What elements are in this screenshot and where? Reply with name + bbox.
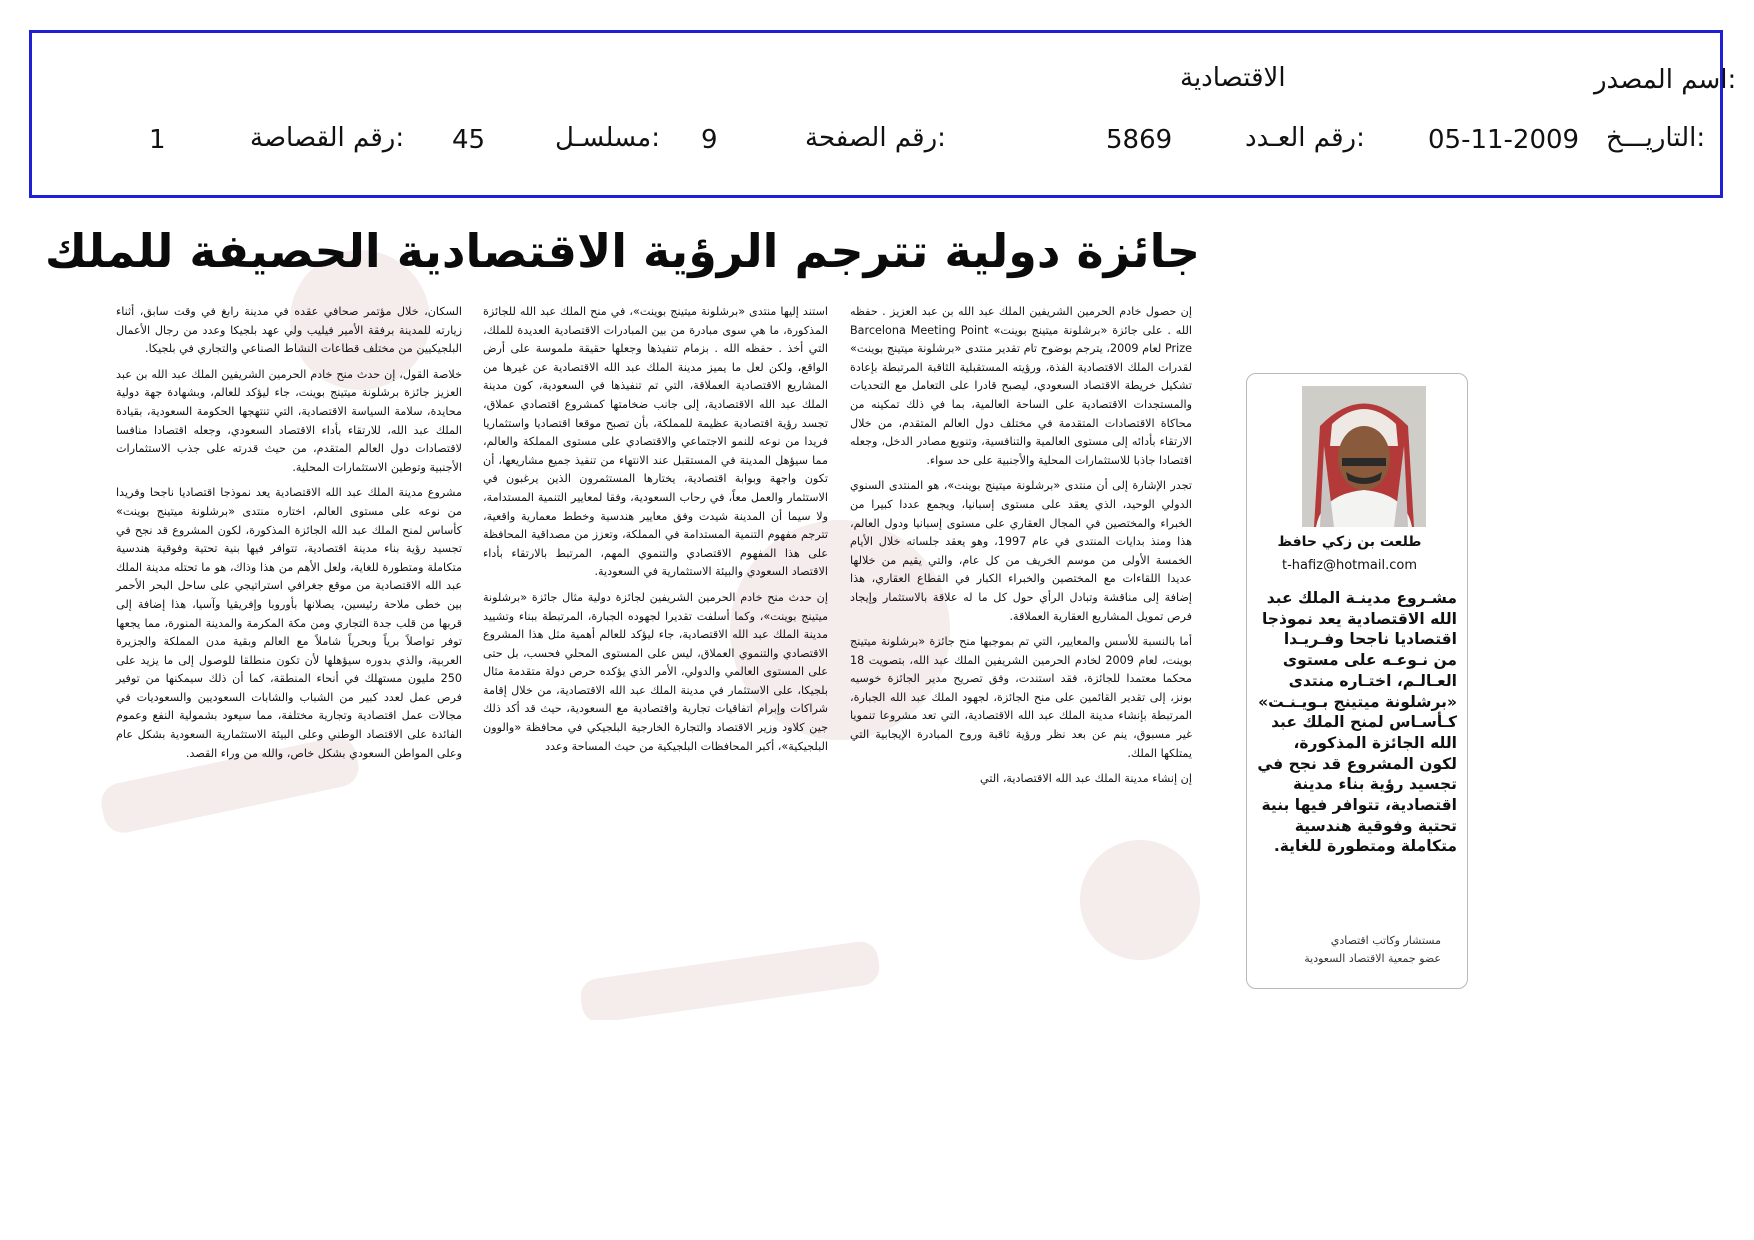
- pull-quote: مشـروع مدينـة الملك عبد الله الاقتصادية يعد نموذجا اقتصاديا ناجحا وفـريـدا من نـوعـه على مستوى العـالـم، اختـاره منتدى «برشلونة ميتينج بـويـنـت» كـأسـاس لمنح الملك عبد الله الجائزة المذكورة، لكون المشروع قد نجح في تجسيد رؤية بناء مدينة اقتصادية، تتوافر فيها بنية تحتية وفوقية هندسية متكاملة ومتطورة للغاية.: [1257, 589, 1457, 856]
- article-column-1: [850, 303, 1192, 796]
- source-label: اسم المصدر:: [1594, 65, 1737, 95]
- page-label: رقم الصفحة:: [805, 123, 946, 153]
- paragraph: خلاصة القول، إن حدث منح خادم الحرمين الشريفين الملك عبد الله بن عبد العزيز جائزة برشلونة ميتينج بوينت، جاء ليؤكد للعالم، وبشهادة جهة دولية محايدة، سلامة السياسة الاقتصادية، التي تنتهجها الحكومة السعودية، بقيادة الملك عبد الله، للارتقاء بأداء الاقتصاد السعودي، وجعله اقتصادا منافسا لاقتصادات دول العالم المتقدم، من حيث قدرته على جذب الاستثمارات الأجنبية وتوطين الاستثمارات المحلية.: [116, 367, 462, 474]
- paragraph: إن إنشاء مدينة الملك عبد الله الاقتصادية، التي: [980, 772, 1192, 786]
- page-value: 9: [701, 125, 718, 155]
- author-name: طلعت بن زكي حافظ: [1277, 534, 1422, 550]
- article-column-3: [116, 303, 462, 770]
- serial-value: 45: [452, 125, 486, 155]
- author-membership: عضو جمعية الاقتصاد السعودية: [1304, 952, 1441, 965]
- author-email: t-hafiz@hotmail.com: [1281, 558, 1418, 573]
- author-portrait-image: [1302, 386, 1426, 527]
- paragraph: مشروع مدينة الملك عبد الله الاقتصادية يعد نموذجا اقتصاديا ناجحا وفريدا من نوعه على مستوى العالم، اختاره منتدى «برشلونة ميتينج بوينت» كأساس لمنح الملك عبد الله الجائزة المذكورة، لكون المشروع قد نجح في تجسيد رؤية بناء مدينة اقتصادية، تتوافر فيها بنية تحتية وفوقية هندسية متكاملة ومتطورة للغاية، ولعل الأهم من هذا وذاك، هو ما تحتله مدينة الملك عبد الله الاقتصادية من موقع جغرافي استراتيجي على ساحل البحر الأحمر بين خطى ملاحة رئيسين، يصلانها بأوروبا وإفريقيا وآسيا، هذا إضافة إلى قربها من قلب جدة التجاري ومن مكة المكرمة والمدينة المنورة، مما يجعها توفر تواصلاً برياً وبحرياً شاملاً مع العالم وبقية مدن المملكة والجزيرة العربية، والذي بدوره سيؤهلها لأن تكون منطلقا للوصول إلى ما يزيد على 250 مليون مستهلك في أنحاء المنطقة، كما أن ذلك سيمكنها من توفير فرص عمل لعدد كبير من الشباب والشابات السعوديين والسعوديات في مجالات عمل اقتصادية وتجارية مختلفة، مما سيعود بشمولية النفع وعموم الفائدة على الاقتصاد الوطني وعلى البيئة الاستثمارية السعودية بشكل عام وعلى المواطن السعودي بشكل خاص، والله من وراء القصد.: [116, 486, 462, 760]
- author-sidebar: [1246, 373, 1468, 989]
- author-photo: [1302, 386, 1426, 527]
- clipping-info-box: [29, 30, 1737, 198]
- date-label: التاريـــخ:: [1606, 123, 1706, 153]
- paragraph: تجدر الإشارة إلى أن منتدى «برشلونة ميتينج بوينت»، هو المنتدى السنوي الدولي الوحيد، الذي يعقد على مستوى إسبانيا، ويجمع عددا كبيرا من الخبراء والمختصين في المجال العقاري على مستوى إسبانيا ودول العالم، هذا ومنذ بدايات المنتدى في عام 1997، وهو يعقد جلساته خلال الأيام الخمسة الأولى من موسم الخريف من كل عام، والتي يقيم من خلالها عديدا اللقاءات مع المختصين والخبراء الكبار في القطاع العقاري، هذا إضافة إلى مناقشة وتبادل الرأي حول كل ما له علاقة بالاستثمار وإيجاد فرص تمويل المشاريع العقارية العملاقة.: [850, 479, 1192, 623]
- article-column-2: [483, 303, 828, 763]
- source-value: الاقتصادية: [1180, 63, 1286, 93]
- date-value: 05-11-2009: [1428, 125, 1580, 155]
- paragraph: إن حدث منح خادم الحرمين الشريفين لجائزة دولية مثال جائزة «برشلونة ميتينج بوينت»، وكما أسلفت تقديرا لجهوده الجبارة، المرتبطة ببناء وتشييد مدينة الملك عبد الله الاقتصادية، جاء ليؤكد للعالم أهمية مثل هذا المشروع الاقتصادي والتنموي العملاق، ليس على المستوى المحلي فحسب، بل حتى على المستوى العالمي والدولي، الأمر الذي يؤكده حرص دولة متقدمة مثال بلجيكا، على الاستثمار في مدينة الملك عبد الله الاقتصادية، من خلال إقامة شراكات وإبرام اتفاقيات تجارية واقتصادية مع السعودية، حيث قد أكد ذلك جين كلاود وزير الاقتصاد والتجارة الخارجية البلجيكي في محافظة «والوون البلجيكية»، أكبر المحافظات البلجيكية من حيث المساحة وعدد: [483, 590, 828, 753]
- paragraph: استند إليها منتدى «برشلونة ميتينج بوينت»، في منح الملك عبد الله للجائزة المذكورة، ما هي سوى مبادرة من بين المبادرات الاقتصادية العديدة للملك، التي أخذ . حفظه الله . بزمام تنفيذها وجعلها حقيقة ملموسة على أرض الواقع، ولكن لعل ما يميز مدينة الملك عبد الله الاقتصادية عن غيرها من المشاريع الاقتصادية العملاقة، التي تم تنفيذها في السعودية، كون مدينة الملك عبد الله الاقتصادية، إلى جانب ضخامتها كمشروع اقتصادي عملاق، تجسد رؤية اقتصادية عظيمة للمملكة، بأن تصبح موقعا اقتصاديا واستثماريا فريدا من نوعه للنمو الاجتماعي والاقتصادي على مستوى المملكة والعالم، مما سيؤهل المدينة في المستقبل عند الانتهاء من تنفيذ جميع مشاريعها، أن تكون واجهة وبوابة اقتصادية، يختارها المستثمرون الذين يرغبون في الاستثمار والعمل معاً، في رحاب السعودية، وفقا لمعايير التنمية المستدامة، ولا سيما أن المدينة شيدت وفق معايير هندسية وخطط معمارية واقعية، تترجم مفهوم التنمية المستدامة في المملكة، وتعزز من مصداقية المحافظة على هذا المفهوم الاقتصادي والتنموي المهم، المرتبط بالارتقاء بأداء الاقتصاد السعودي والبيئة الاستثمارية في السعودية.: [483, 305, 828, 579]
- author-title: مستشار وكاتب اقتصادي: [1330, 934, 1441, 947]
- article-headline: جائزة دولية تترجم الرؤية الاقتصادية الحصيفة للملك: [44, 224, 1200, 278]
- issue-label: رقم العـدد:: [1245, 123, 1365, 153]
- clip-label: رقم القصاصة:: [250, 123, 405, 153]
- issue-value: 5869: [1106, 125, 1173, 155]
- paragraph: أما بالنسبة للأسس والمعايير، التي تم بموجبها منح جائزة «برشلونة ميتينج بوينت، لعام 2009 لخادم الحرمين الشريفين الملك عبد الله، بتصويت 18 محكما معتمدا للجائزة، فقد استندت، وفق تصريح مدير الجائزة خوسيه بونز، إلى تقدير القائمين على منح الجائزة، لجهود الملك عبد الله الجبارة، المرتبطة بإنشاء مدينة الملك عبد الله الاقتصادية، التي تعد مشروعا تنمويا غير مسبوق، ينم عن بعد نظر ورؤية ثاقبة وروح المبادرة الإيجابية التي يمتلكها الملك.: [850, 635, 1193, 760]
- serial-label: مسلسـل:: [555, 123, 660, 153]
- clip-value: 1: [149, 125, 166, 155]
- paragraph: السكان، خلال مؤتمر صحافي عقده في مدينة رابغ في وقت سابق، أثناء زيارته للمدينة برفقة الأمير فيليب ولي عهد بلجيكا وعدد من رجال الأعمال البلجيكيين من مختلف قطاعات النشاط الصناعي والتجاري في بلجيكا.: [116, 305, 462, 356]
- author-credit: [1261, 932, 1441, 968]
- paragraph: إن حصول خادم الحرمين الشريفين الملك عبد الله بن عبد العزيز . حفظه الله . على جائزة «برشلونة ميتينج بوينت» Barcelona Meeting Point Prize لعام 2009، يترجم بوضوح تام تقدير منتدى «برشلونة ميتينج بوينت» لقدرات الملك الاقتصادية الفذة، ورؤيته المستقبلية الثاقبة المرتبطة بإعادة تشكيل خريطة الاقتصاد السعودي، ليصبح قادرا على التعامل مع التحديات والمستجدات الاقتصادية على الساحة العالمية، بما في ذلك تمكينه من محاكاة الاقتصادات المتقدمة في مختلف دول العالم المتقدم، من خلال الارتقاء بأدائه إلى مستوى العالمية والتنافسية، وتنويع مصادر الدخل، وجعله اقتصادا جاذبا للاستثمارات المحلية والأجنبية على حد سواء.: [850, 305, 1193, 467]
